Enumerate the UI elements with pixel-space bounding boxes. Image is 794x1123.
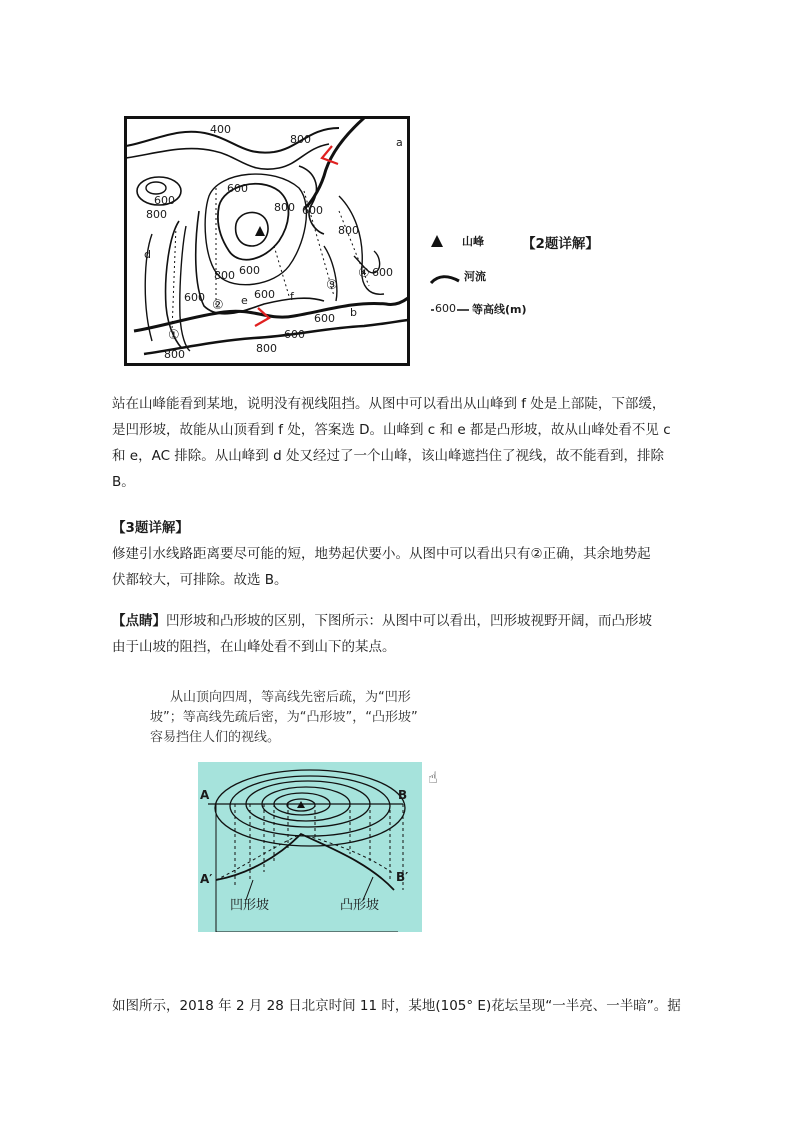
contour-label: 800: [256, 342, 277, 355]
next-question: [112, 993, 684, 1019]
contour-label: 800: [214, 269, 235, 282]
q3-line: 修建引水线路距离要尽可能的短，地势起伏要小。从图中可以看出只有②正确，其余地势起: [112, 546, 651, 562]
legend-contour-label: 等高线(m): [472, 303, 527, 316]
q2-line: B。: [112, 474, 135, 490]
q2-line: 站在山峰能看到某地，说明没有视线阻挡。从图中可以看出从山峰到 f 处是上部陡，下部缓，: [112, 396, 666, 412]
point-label-f: f: [290, 290, 294, 303]
contour-label: 800: [274, 201, 295, 214]
river-line-icon: [430, 272, 460, 286]
contour-label: 600: [227, 182, 248, 195]
point-a-prime-label: A′: [200, 872, 213, 886]
contour-label: 800: [290, 133, 311, 146]
hand-cursor-icon: ☝: [428, 768, 438, 787]
slope-diagram: [198, 762, 422, 932]
convex-slope-label: 凸形坡: [340, 898, 380, 913]
q2-heading: 【2题详解】: [522, 236, 599, 252]
contour-label: 600: [314, 312, 335, 325]
contour-label: 600: [372, 266, 393, 279]
next-question-line: 如图所示，2018 年 2 月 28 日北京时间 11 时，某地(105° E)花坛呈现“一半亮、一半暗”。据: [112, 998, 681, 1014]
q3-section: [112, 515, 684, 593]
route-label-4: ④: [358, 266, 370, 281]
caption-line: 从山顶向四周，等高线先密后疏，为“凹形: [170, 690, 411, 705]
contour-label: 600: [239, 264, 260, 277]
tip-line: 凹形坡和凸形坡的区别，下图所示：从图中可以看出，凹形坡视野开阔，而凸形坡: [166, 613, 652, 629]
point-a-label: A: [200, 788, 210, 802]
tip-heading: 【点睛】: [112, 613, 166, 629]
legend-river-label: 河流: [464, 270, 486, 283]
q3-line: 伏都较大，可排除。故选 B。: [112, 572, 288, 588]
point-label-e: e: [241, 294, 248, 307]
contour-label: 800: [146, 208, 167, 221]
legend-contour-sample: 600: [435, 302, 456, 315]
q2-line: 和 e，AC 排除。从山峰到 d 处又经过了一个山峰，该山峰遮挡住了视线，故不能看到，排除: [112, 448, 664, 464]
route-label-2: ②: [212, 298, 224, 313]
tip-line: 由于山坡的阻挡，在山峰处看不到山下的某点。: [112, 639, 396, 655]
route-label-3: ③: [326, 278, 338, 293]
caption-line: 坡”；等高线先疏后密，为“凸形坡”，“凸形坡”: [150, 710, 418, 725]
peak-triangle-icon: [430, 234, 444, 248]
topographic-map: [124, 116, 410, 366]
route-label-1: ①: [168, 328, 180, 343]
contour-label: 600: [184, 291, 205, 304]
point-b-label: B: [398, 788, 408, 802]
topographic-map-figure: [124, 116, 410, 366]
contour-label: 600: [284, 328, 305, 341]
point-label-b: b: [350, 306, 357, 319]
q2-explanation: [112, 391, 684, 495]
contour-label: 400: [210, 123, 231, 136]
point-label-a: a: [396, 136, 403, 149]
concave-slope-label: 凹形坡: [230, 898, 270, 913]
legend-peak-label: 山峰: [462, 235, 484, 248]
contour-label: 600: [302, 204, 323, 217]
point-b-prime-label: B′: [396, 870, 409, 884]
q3-heading: 【3题详解】: [112, 520, 189, 536]
q2-line: 是凹形坡，故能从山顶看到 f 处，答案选 D。山峰到 c 和 e 都是凸形坡，故从山峰处看不见 c: [112, 422, 671, 438]
contour-label: 800: [338, 224, 359, 237]
caption-line: 容易挡住人们的视线。: [150, 730, 281, 745]
contour-label: 800: [164, 348, 185, 361]
tip-section: [112, 608, 684, 660]
contour-label: 600: [154, 194, 175, 207]
contour-label: 600: [254, 288, 275, 301]
slope-figure-caption: [150, 688, 450, 748]
point-label-d: d: [144, 248, 151, 261]
